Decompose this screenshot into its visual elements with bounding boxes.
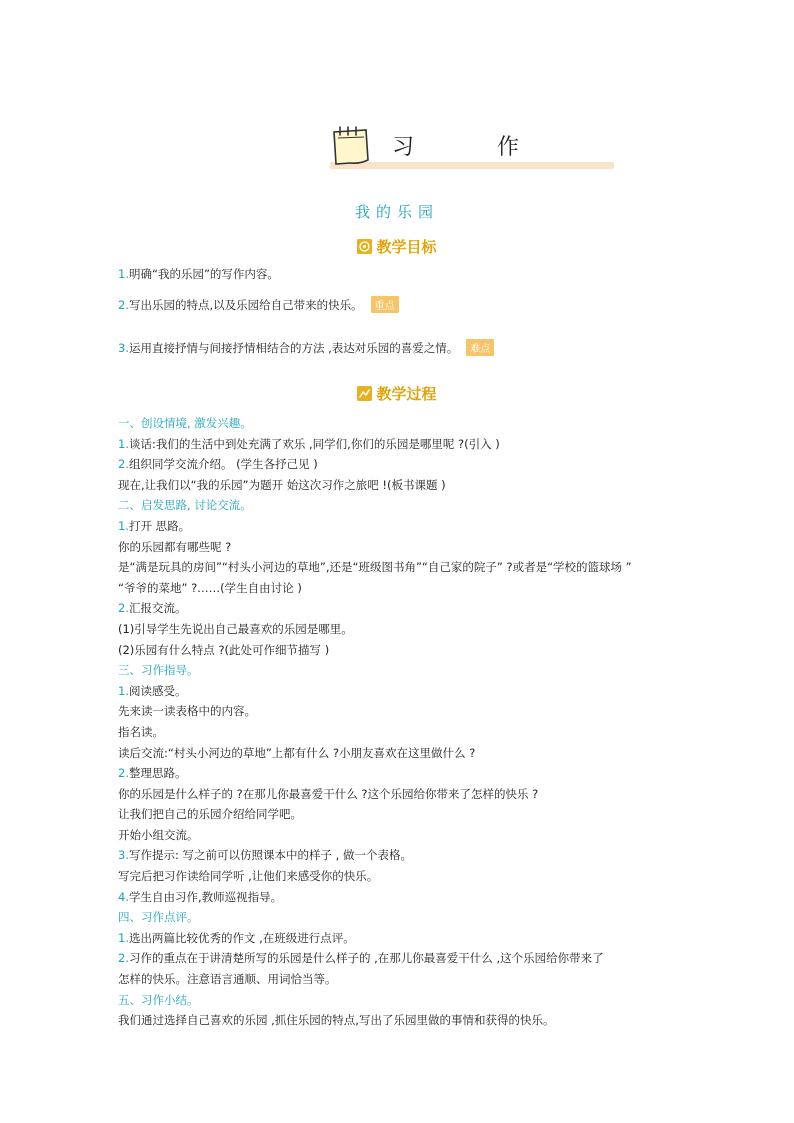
section-header	[330, 124, 614, 170]
content-line	[118, 969, 698, 990]
line-text: 指名读。	[118, 724, 164, 739]
line-text: 你的乐园都有哪些呢 ?	[118, 539, 232, 554]
content-line	[118, 454, 698, 475]
item-number: 4.	[118, 889, 129, 904]
header-underline	[330, 162, 614, 169]
process-content	[118, 413, 698, 1031]
page-title: 习 作	[392, 135, 557, 160]
process-heading	[0, 383, 794, 405]
line-text: 怎样的快乐。注意语言通顺、用词恰当等。	[118, 972, 337, 987]
line-text: 打开 思路。	[128, 518, 191, 533]
line-text: 写完后把习作读给同学听 ,让他们来感受你的快乐。	[118, 869, 379, 884]
content-line	[118, 557, 698, 578]
content-line	[118, 1010, 698, 1031]
content-line	[118, 619, 698, 640]
content-line	[118, 722, 698, 743]
content-line	[118, 845, 698, 866]
line-text: 整理思路。	[128, 766, 187, 781]
content-line	[118, 537, 698, 558]
content-line	[118, 784, 698, 805]
line-text: 让我们把自己的乐园介绍给同学吧。	[118, 807, 302, 822]
step-heading	[118, 907, 698, 928]
line-text: 是“满是玩具的房间”“村头小河边的草地”,还是“班级图书角”“自己家的院子” ?或者是“学校的篮球场 ”	[118, 560, 632, 575]
item-number: 2.	[118, 601, 129, 616]
lesson-subtitle: 我的乐园	[354, 203, 439, 221]
line-text: 你的乐园是什么样子的 ?在那儿你最喜爱干什么 ?这个乐园给你带来了怎样的快乐 ?	[118, 786, 539, 801]
content-line	[118, 866, 698, 887]
step-heading	[118, 495, 698, 516]
item-number: 1.	[118, 683, 129, 698]
process-icon	[357, 386, 372, 401]
line-text: 五、习作小结。	[118, 992, 199, 1007]
line-text: 谈话:我们的生活中到处充满了欢乐 ,同学们,你们的乐园是哪里呢 ?(引入 )	[128, 436, 500, 451]
item-number: 2.	[118, 951, 129, 966]
line-text: 写作提示: 写之前可以仿照课本中的样子 , 做一个表格。	[128, 848, 412, 863]
step-heading	[118, 660, 698, 681]
content-line	[118, 598, 698, 619]
goal-item: 1.明确“我的乐园”的写作内容。	[118, 267, 279, 281]
difficulty-badge: 难点	[466, 339, 494, 356]
goals-heading	[0, 236, 794, 258]
line-text: 三、习作指导。	[118, 663, 199, 678]
step-heading	[118, 990, 698, 1011]
line-text: 我们通过选择自己喜欢的乐园 ,抓住乐园的特点,写出了乐园里做的事情和获得的快乐。	[118, 1013, 555, 1028]
line-text: 习作的重点在于讲清楚所写的乐园是什么样子的 ,在那儿你最喜爱干什么 ,这个乐园给你带来了	[128, 951, 604, 966]
content-line	[118, 743, 698, 764]
target-icon	[357, 239, 372, 254]
content-line	[118, 701, 698, 722]
line-text: “爷爷的菜地” ?……(学生自由讨论 )	[118, 580, 302, 595]
content-line	[118, 887, 698, 908]
line-text: 一、创设情境, 激发兴趣。	[118, 416, 252, 430]
content-line	[118, 640, 698, 661]
line-text: 阅读感受。	[128, 683, 187, 698]
content-line	[118, 516, 698, 537]
content-line	[118, 475, 698, 496]
content-line	[118, 763, 698, 784]
goal-item: 3.运用直接抒情与间接抒情相结合的方法 ,表达对乐园的喜爱之情。 难点	[118, 339, 494, 356]
line-text: 二、启发思路, 讨论交流。	[118, 498, 252, 513]
line-text: 读后交流:“村头小河边的草地”上都有什么 ?小朋友喜欢在这里做什么 ?	[118, 745, 476, 760]
goals-title: 教学目标	[376, 238, 437, 256]
content-line	[118, 681, 698, 702]
item-number: 2.	[118, 457, 129, 472]
content-line	[118, 804, 698, 825]
line-text: 选出两篇比较优秀的作文 ,在班级进行点评。	[128, 930, 355, 945]
content-line	[118, 928, 698, 949]
line-text: (1)引导学生先说出自己最喜欢的乐园是哪里。	[118, 621, 353, 636]
line-text: 先来读一读表格中的内容。	[118, 704, 256, 719]
content-line	[118, 825, 698, 846]
content-line	[118, 948, 698, 969]
content-line	[118, 578, 698, 599]
content-line	[118, 434, 698, 455]
line-text: 开始小组交流。	[118, 827, 199, 842]
item-number: 1.	[118, 518, 129, 533]
item-number: 2.	[118, 766, 129, 781]
notepad-icon	[330, 124, 370, 166]
line-text: 学生自由习作,教师巡视指导。	[128, 889, 283, 904]
item-number: 3.	[118, 848, 129, 863]
goal-item: 2.写出乐园的特点,以及乐园给自己带来的快乐。 重点	[118, 296, 399, 313]
process-title: 教学过程	[376, 385, 437, 403]
line-text: 四、习作点评。	[118, 910, 199, 925]
item-number: 1.	[118, 930, 129, 945]
step-heading	[118, 413, 698, 434]
line-text: (2)乐园有什么特点 ?(此处可作细节描写 )	[118, 642, 330, 657]
item-number: 1.	[118, 436, 129, 451]
key-point-badge: 重点	[371, 296, 399, 313]
line-text: 汇报交流。	[128, 601, 187, 616]
line-text: 组织同学交流介绍。 (学生各抒己见 )	[128, 457, 318, 472]
line-text: 现在,让我们以“我的乐园”为题开 始这次习作之旅吧 !(板书课题 )	[118, 477, 446, 492]
